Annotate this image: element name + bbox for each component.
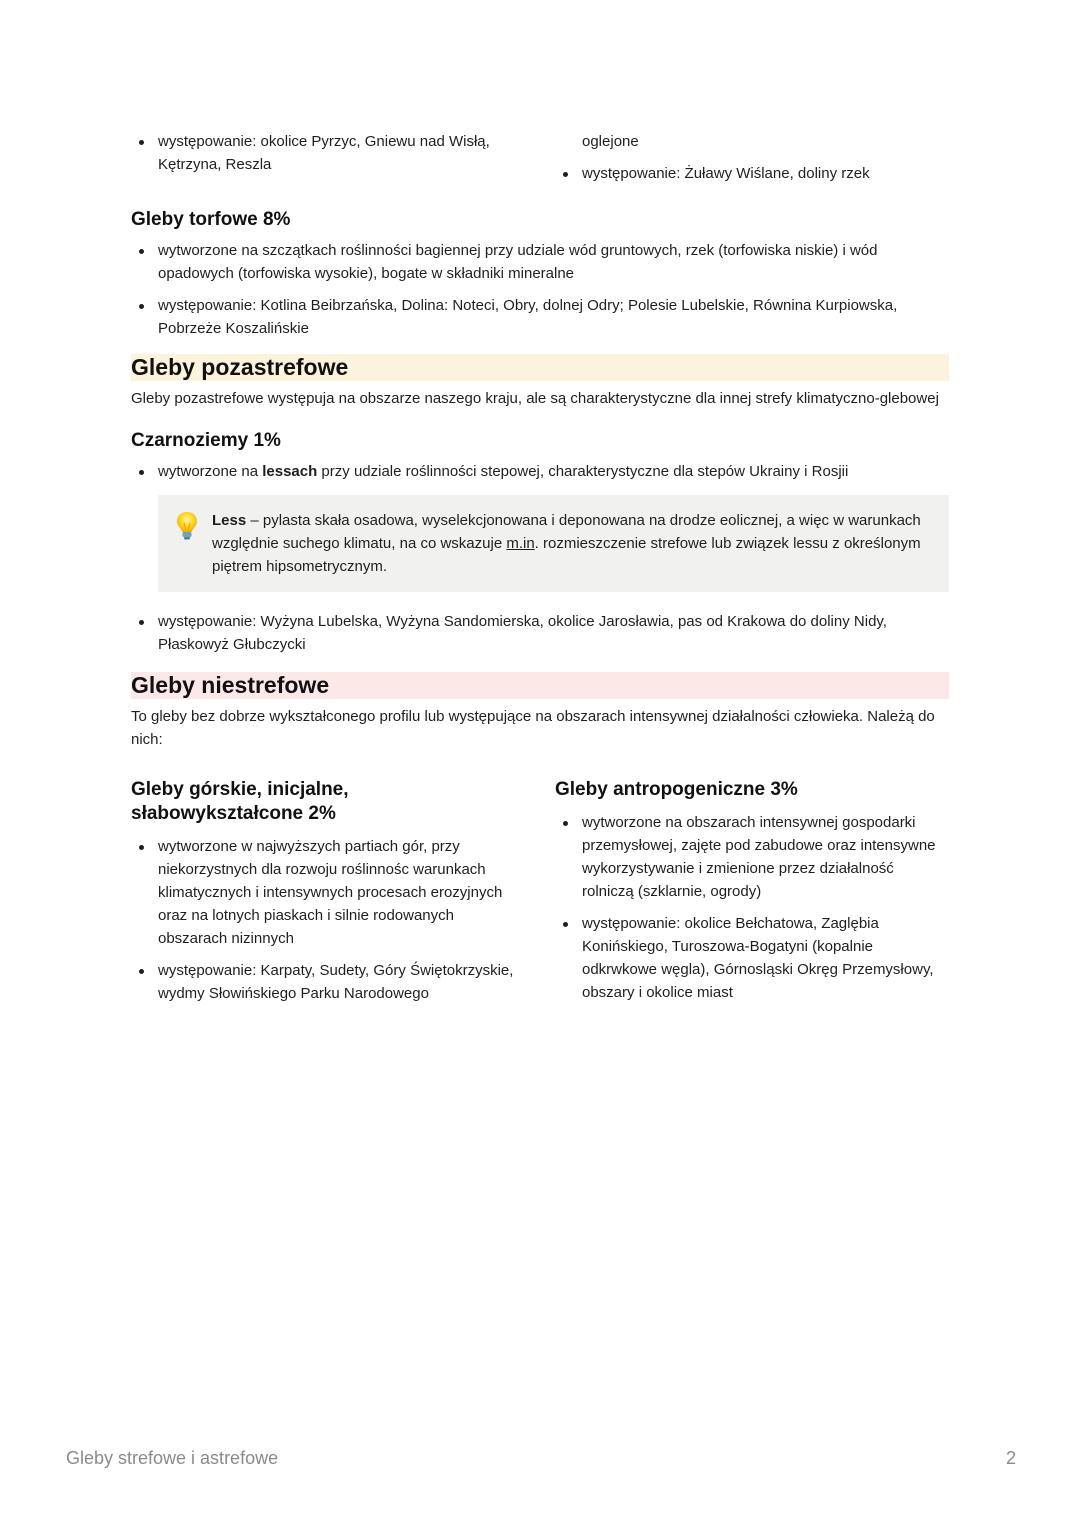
heading-czarnoziemy: Czarnoziemy 1% <box>131 430 281 451</box>
continuation-right <box>555 128 949 194</box>
footer-title: Gleby strefowe i astrefowe <box>66 1448 279 1468</box>
section-niestrefowe <box>131 672 949 1014</box>
intro-niestrefowe: To gleby bez dobrze wykształconego profilu lub występujące na obszarach intensywnej działalności człowieka. Należą do nich: <box>131 708 935 748</box>
page-content <box>131 128 949 1014</box>
page-number: 2 <box>1005 1448 1016 1468</box>
heading-gorskie: Gleby górskie, inicjalne, słabowykształcone 2% <box>131 779 349 824</box>
bold-term: lessach <box>262 463 318 480</box>
column-antropogeniczne <box>555 778 949 1014</box>
text-span: – pylasta skała osadowa, wyselekcjonowana i deponowana na drodze eolicznej, a więc w warunkach względnie suchego klimatu, na co wskazuje <box>212 512 921 552</box>
heading-niestrefowe: Gleby niestrefowe <box>131 672 949 699</box>
text-span: przy udziale roślinności stepowej, charakterystyczne dla stepów Ukrainy i Rosjii <box>317 463 849 480</box>
heading-antropogeniczne: Gleby antropogeniczne 3% <box>555 779 798 800</box>
continuation-columns <box>131 128 949 194</box>
list-item: wytworzone w najwyższych partiach gór, przy niekorzystnych dla rozwoju roślinnośc warunkach klimatycznych i intensywnych procesach erozyjnych oraz na lotnych piaskach i silnie rodowanych obszarach nizinnych <box>158 835 525 950</box>
page-footer <box>66 1448 1016 1469</box>
list-item: występowanie: Kotlina Beibrzańska, Dolina: Noteci, Obry, dolnej Odry; Polesie Lubelskie, Równina Kurpiowska, Pobrzeże Koszalińskie <box>158 294 949 340</box>
list-item: występowanie: Żuławy Wiślane, doliny rzek <box>582 162 949 185</box>
callout-term: Less <box>212 512 247 529</box>
text-span: . rozmieszczenie strefowe lub związek lessu z określonym piętrem hipsometrycznym. <box>212 535 921 575</box>
heading-pozastrefowe: Gleby pozastrefowe <box>131 354 949 381</box>
callout-less <box>158 495 949 592</box>
intro-pozastrefowe: Gleby pozastrefowe występuja na obszarze naszego kraju, ale są charakterystyczne dla innej strefy klimatyczno-glebowej <box>131 390 939 407</box>
section-pozastrefowe <box>131 354 949 656</box>
min-link[interactable]: m.in <box>506 535 535 552</box>
list-item: występowanie: okolice Bełchatowa, Zaglębia Konińskiego, Turoszowa-Bogatyni (kopalnie odkrwkowe węgla), Górnosląski Okręg Przemysłowy, obszary i okolice miast <box>582 912 949 1004</box>
list-item: występowanie: Karpaty, Sudety, Góry Świętokrzyskie, wydmy Słowińskiego Parku Narodowego <box>158 959 525 1005</box>
text-span: wytworzone na <box>158 463 263 480</box>
list-item: występowanie: okolice Pyrzyc, Gniewu nad Wisłą, Kętrzyna, Reszla <box>158 130 525 176</box>
section-torfowe <box>131 208 949 340</box>
lightbulb-icon <box>174 509 200 578</box>
list-item: występowanie: Wyżyna Lubelska, Wyżyna Sandomierska, okolice Jarosławia, pas od Krakowa do doliny Nidy, Płaskowyż Głubczycki <box>158 610 949 656</box>
niestrefowe-columns <box>131 778 949 1014</box>
column-gorskie <box>131 778 525 1014</box>
heading-torfowe: Gleby torfowe 8% <box>131 209 291 230</box>
continued-text: oglejone <box>582 133 639 150</box>
list-item <box>158 460 949 483</box>
list-item: wytworzone na szczątkach roślinności bagiennej przy udziale wód gruntowych, rzek (torfowiska niskie) i wód opadowych (torfowiska wysokie), bogate w składniki mineralne <box>158 239 949 285</box>
callout-text <box>212 509 933 578</box>
list-item: wytworzone na obszarach intensywnej gospodarki przemysłowej, zajęte pod zabudowe oraz intensywne wykorzystywanie i zmienione przez działalność rolniczą (szklarnie, ogrody) <box>582 811 949 903</box>
continuation-left <box>131 128 525 194</box>
